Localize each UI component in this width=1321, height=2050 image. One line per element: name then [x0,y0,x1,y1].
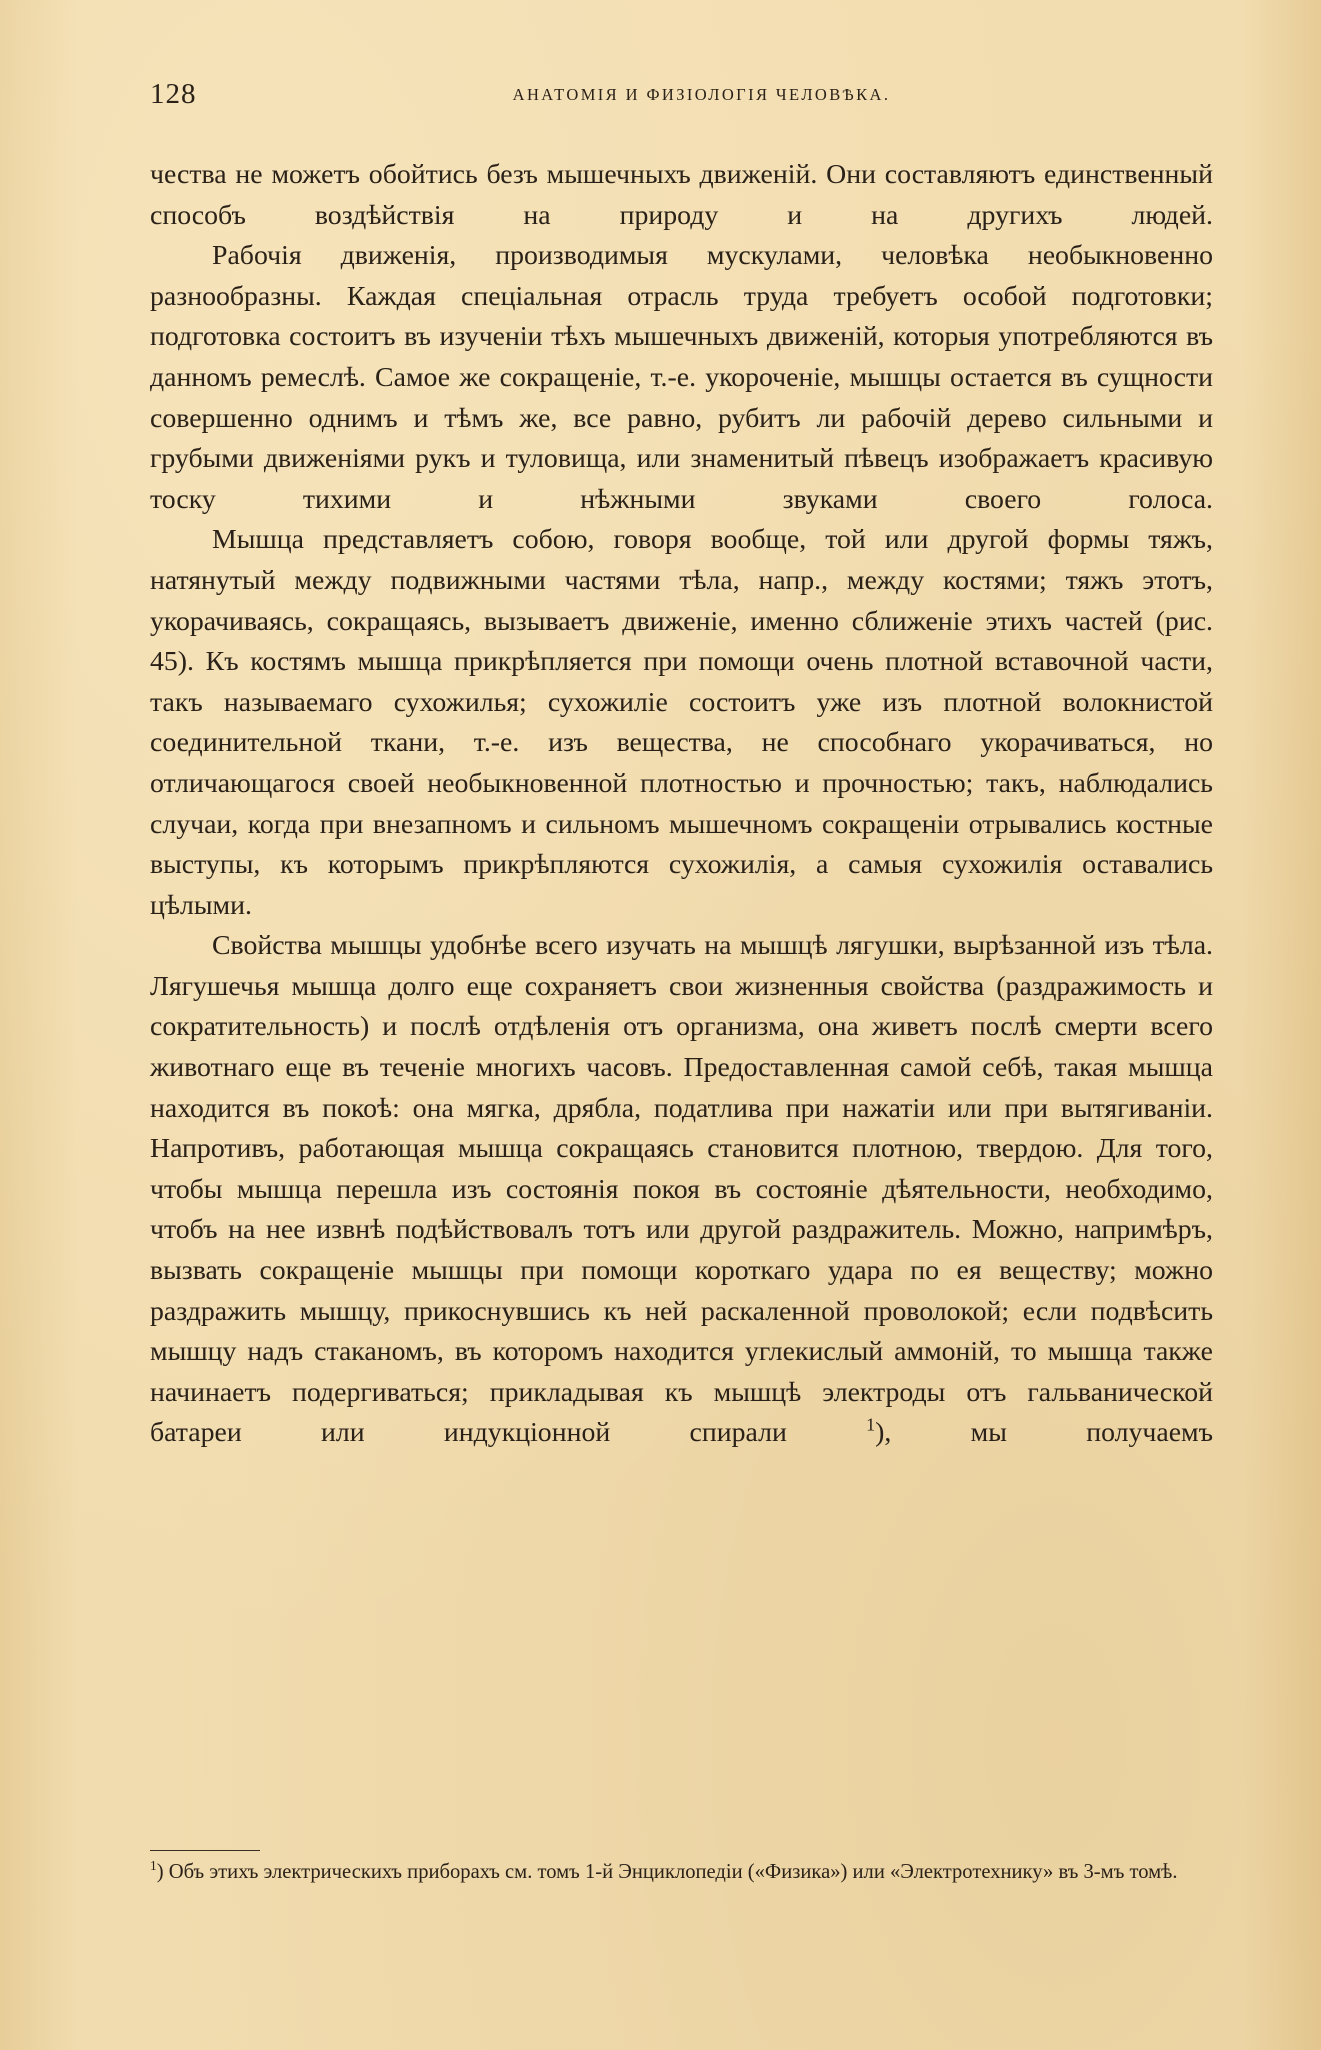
paragraph-3: Мышца представляетъ собою, говоря вообще, той или другой формы тяжъ, натянутый между подвижными частями тѣла, напр., между костями; тяжъ этотъ, укорачиваясь, сокращаясь, вызываетъ движеніе, именно сближеніе этихъ частей (рис. 45). Къ костямъ мышца прикрѣпляется при помощи очень плотной вставочной части, такъ называемаго сухожилья; сухожиліе состоитъ уже изъ плотной волокнистой соединительной ткани, т.-е. изъ вещества, не способнаго укорачиваться, но отличающагося своей необыкновенной плотностью и прочностью; такъ, наблюдались случаи, когда при внезапномъ и сильномъ мышечномъ сокращеніи отрывались костные выступы, къ которымъ прикрѣпляются сухожилія, а самыя сухожилія оставались цѣлыми. [150,524,1213,921]
footnote-divider [150,1850,260,1851]
footnote-text: ) Объ этихъ электрическихъ приборахъ см. томъ 1-й Энциклопедіи («Физика») или «Электротехнику» въ 3-мъ томѣ. [156,1861,1178,1883]
page-number: 128 [150,78,197,110]
footnote-reference: 1 [866,1415,876,1436]
running-title: АНАТОМІЯ И ФИЗІОЛОГІЯ ЧЕЛОВѢКА. [512,85,891,104]
main-text [150,155,1213,1454]
footnote-mark: 1 [150,1858,157,1874]
paragraph-1: чества не можетъ обойтись безъ мышечныхъ движеній. Они составляютъ единственный способъ воздѣйствія на природу и на другихъ людей. [150,159,1213,231]
paragraph-4-text: Свойства мышцы удобнѣе всего изучать на мышцѣ лягушки, вырѣзанной изъ тѣла. Лягушечья мышца долго еще сохраняетъ свои жизненныя свойства (раздражимость и сократительность) и послѣ отдѣленія отъ организма, она живетъ послѣ смерти всего животнаго еще въ теченіе многихъ часовъ. Предоставленная самой себѣ, такая мышца находится въ покоѣ: она мягка, дрябла, податлива при нажатіи или при вытягиваніи. Напротивъ, работающая мышца сокращаясь становится плотною, твердою. Для того, чтобы мышца перешла изъ состоянія покоя въ состояніе дѣятельности, необходимо, чтобъ на нее извнѣ подѣйствовалъ тотъ или другой раздражитель. Можно, напримѣръ, вызвать сокращеніе мышцы при помощи короткаго удара по ея веществу; можно раздражить мышцу, прикоснувшись къ ней раскаленной проволокой; если подвѣсить мышцу надъ стаканомъ, въ которомъ находится углекислый аммоній, то мышца также начинаетъ подергиваться; прикладывая къ мышцѣ электроды отъ гальванической батареи или индукціонной спирали [150,930,1213,1449]
paragraph-4-tail: ), мы получаемъ [875,1417,1213,1449]
paragraph-2: Рабочія движенія, производимыя мускулами, человѣка необыкновенно разнообразны. Каждая спеціальная отрасль труда требуетъ особой подготовки; подготовка состоитъ въ изученіи тѣхъ мышечныхъ движеній, которыя употребляются въ данномъ ремеслѣ. Самое же сокращеніе, т.-е. укороченіе, мышцы остается въ сущности совершенно однимъ и тѣмъ же, все равно, рубитъ ли рабочій дерево сильными и грубыми движеніями рукъ и туловища, или знаменитый пѣвецъ изображаетъ красивую тоску тихими и нѣжными звуками своего голоса. [150,240,1213,515]
paragraph-4 [150,926,1213,1454]
footnote [150,1853,1213,1891]
page-header [150,76,1213,116]
